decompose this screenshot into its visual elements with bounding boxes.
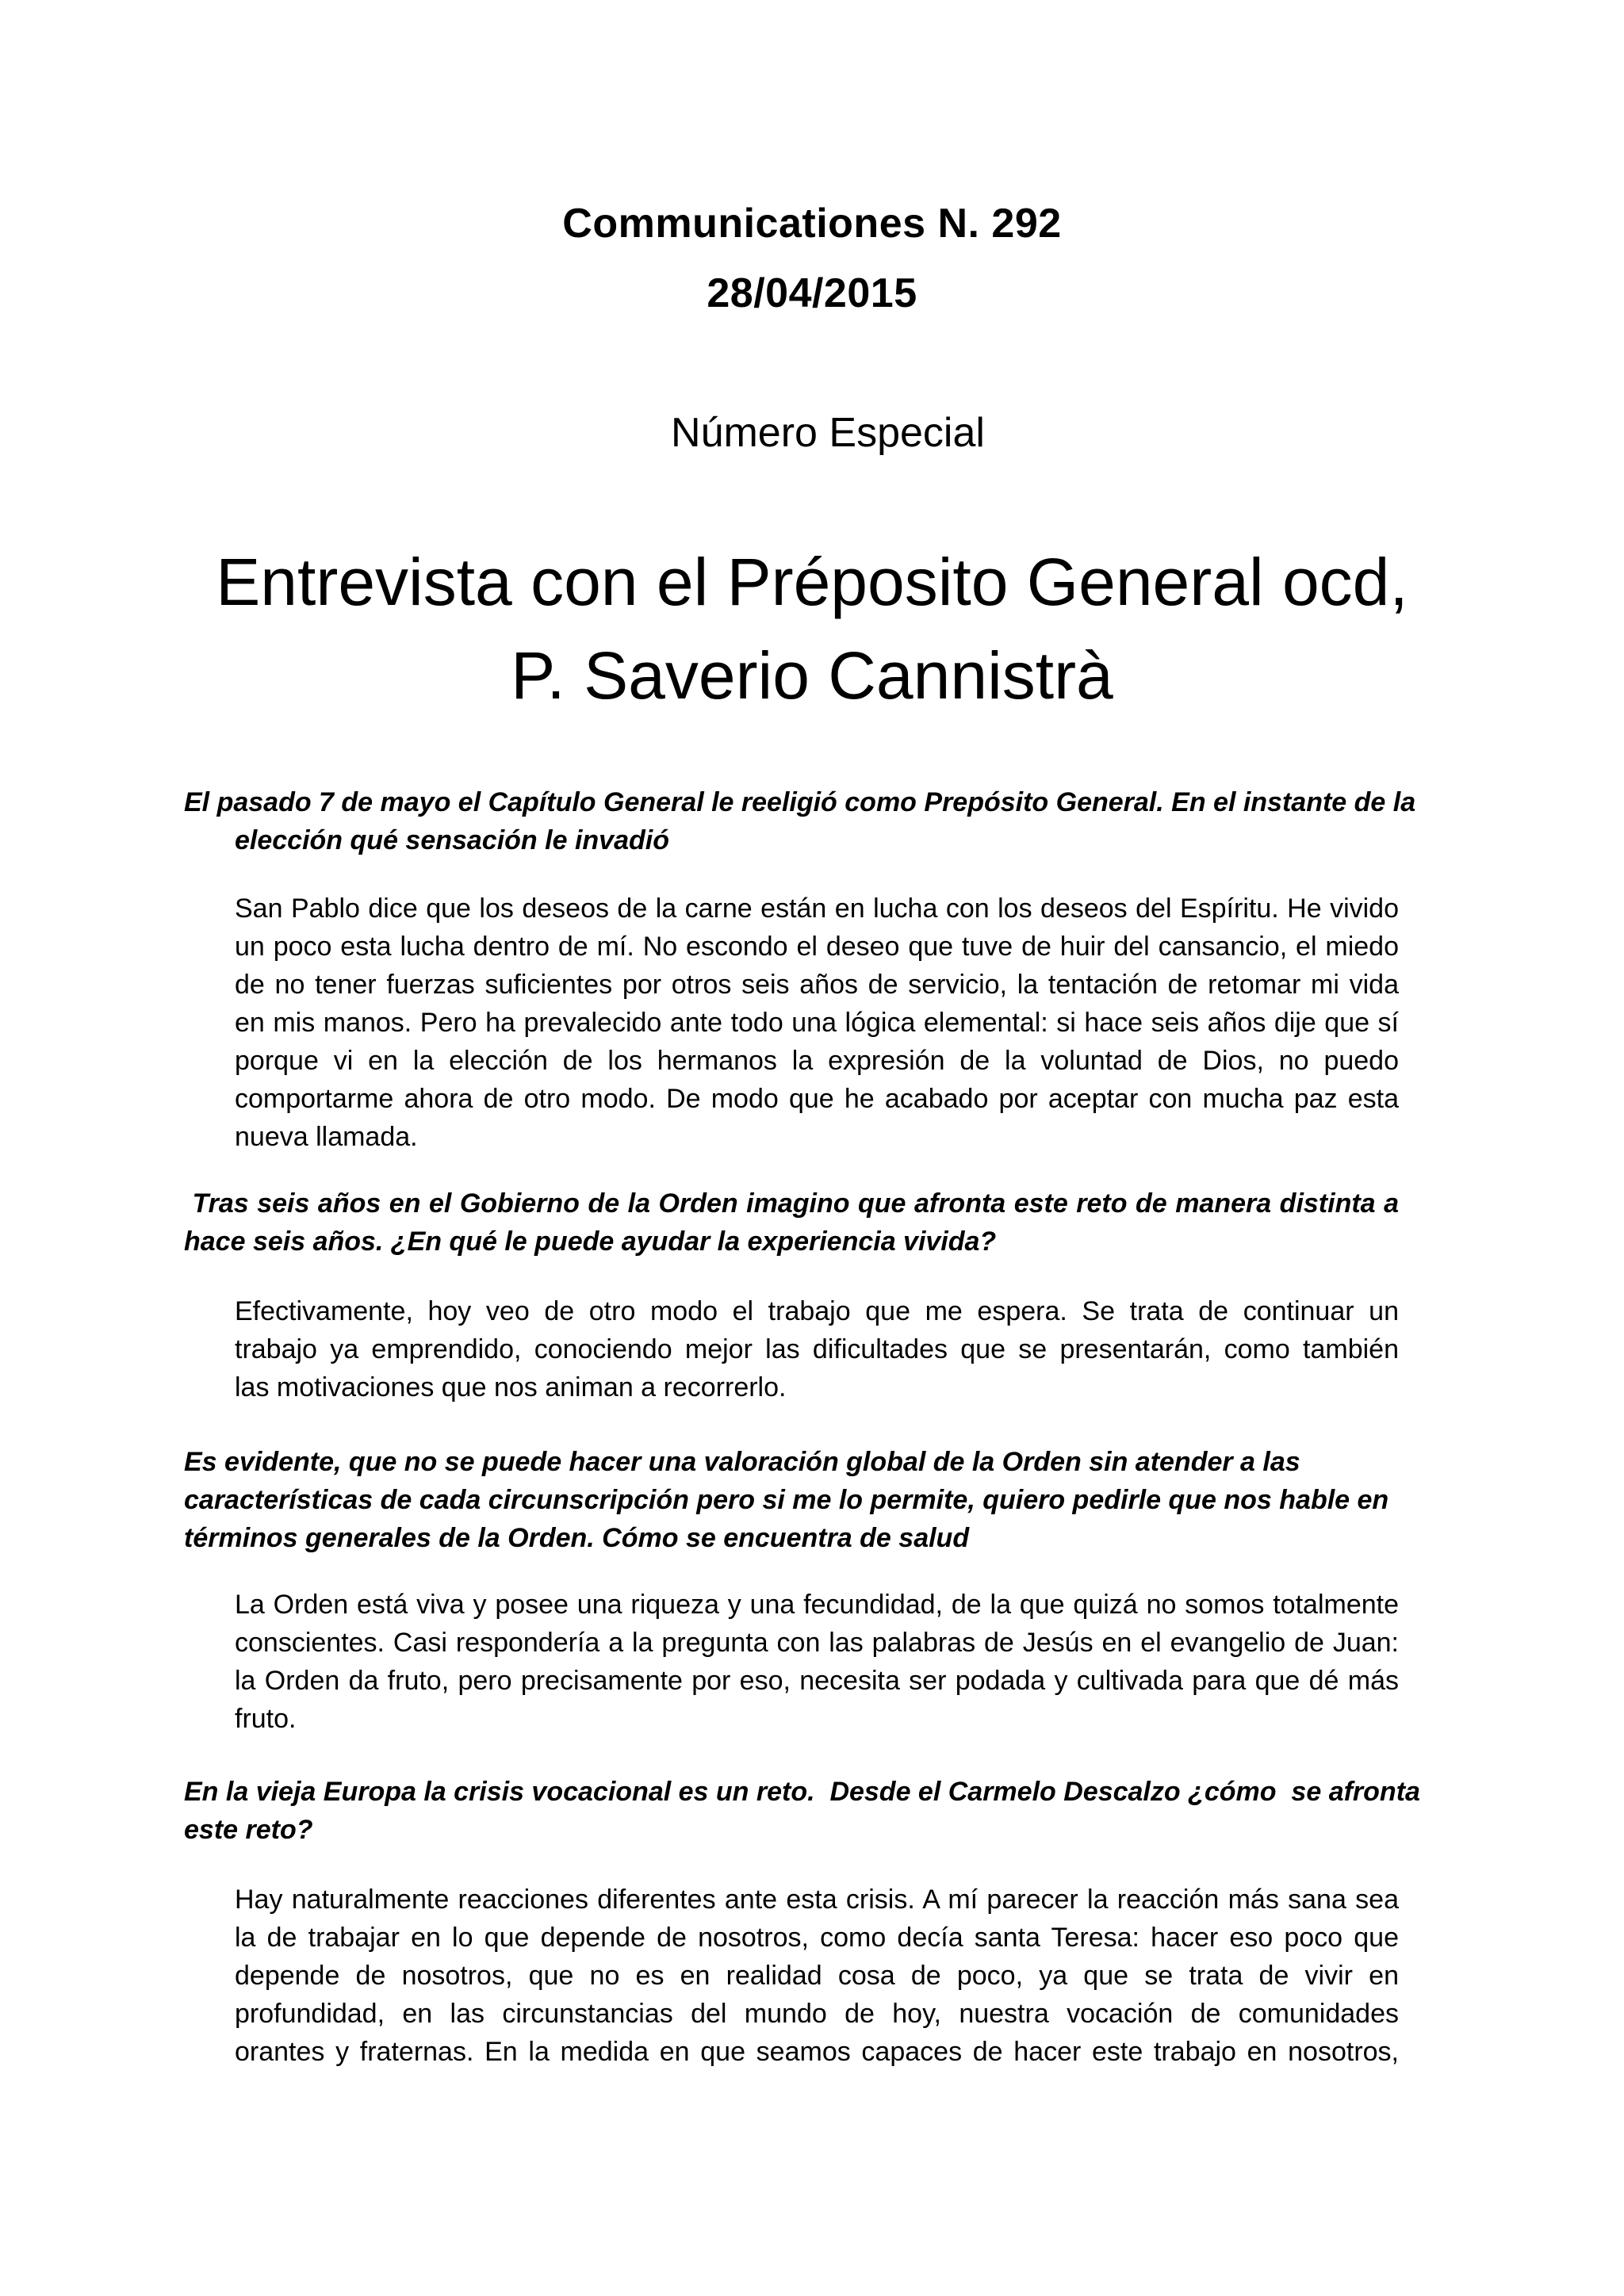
question-line: elección qué sensación le invadió xyxy=(235,825,669,855)
answer-line: en mis manos. Pero ha prevalecido ante todo una lógica elemental: si hace seis años dije que sí xyxy=(235,1008,1399,1038)
question-line: hace seis años. ¿En qué le puede ayudar la experiencia vivida? xyxy=(184,1226,997,1257)
question-line: este reto? xyxy=(184,1815,313,1845)
answer-line: conscientes. Casi respondería a la pregunta con las palabras de Jesús en el evangelio de Juan: xyxy=(235,1628,1399,1658)
answer-line: porque vi en la elección de los hermanos la expresión de la voluntad de Dios, no puedo xyxy=(235,1046,1399,1076)
answer-line: de no tener fuerzas suficientes por otros seis años de servicio, la tentación de retomar mi vida xyxy=(235,970,1399,1000)
question-line: Es evidente, que no se puede hacer una valoración global de la Orden sin atender a las xyxy=(184,1447,1300,1477)
issue-number: Communicationes N. 292 xyxy=(562,201,1062,247)
answer-line: San Pablo dice que los deseos de la carne están en lucha con los deseos del Espíritu. He vivido xyxy=(235,894,1399,924)
question-line: Tras seis años en el Gobierno de la Orden imagino que afronta este reto de manera distinta a xyxy=(184,1188,1399,1219)
answer-line: comportarme ahora de otro modo. De modo que he acabado por aceptar con mucha paz esta xyxy=(235,1084,1399,1114)
answer-1 xyxy=(235,890,1399,1156)
answer-line: La Orden está viva y posee una riqueza y una fecundidad, de la que quizá no somos totalmente xyxy=(235,1590,1399,1620)
answer-line: profundidad, en las circunstancias del mundo de hoy, nuestra vocación de comunidades xyxy=(235,1999,1399,2029)
answer-line: depende de nosotros, que no es en realidad cosa de poco, ya que se trata de vivir en xyxy=(235,1961,1399,1991)
answer-line: la de trabajar en lo que depende de nosotros, como decía santa Teresa: hacer eso poco que xyxy=(235,1923,1399,1953)
question-1 xyxy=(184,783,1416,859)
answer-2 xyxy=(235,1292,1399,1406)
answer-line: trabajo ya emprendido, conociendo mejor las dificultades que se presentarán, como también xyxy=(235,1334,1399,1364)
issue-date: 28/04/2015 xyxy=(707,270,917,316)
question-line: En la vieja Europa la crisis vocacional es un reto. Desde el Carmelo Descalzo ¿cómo se afronta xyxy=(184,1777,1420,1807)
answer-line: un poco esta lucha dentro de mí. No escondo el deseo que tuve de huir del cansancio, el miedo xyxy=(235,932,1399,962)
answer-line: Hay naturalmente reacciones diferentes ante esta crisis. A mí parecer la reacción más sana sea xyxy=(235,1885,1399,1915)
question-2 xyxy=(184,1184,1399,1261)
question-3 xyxy=(184,1443,1399,1557)
answer-line: fruto. xyxy=(235,1704,297,1734)
answer-3 xyxy=(235,1586,1399,1738)
answer-line: las motivaciones que nos animan a recorrerlo. xyxy=(235,1372,787,1402)
answer-line: nueva llamada. xyxy=(235,1122,418,1152)
question-line: términos generales de la Orden. Cómo se encuentra de salud xyxy=(184,1523,970,1553)
interview-title-line-2: P. Saverio Cannistrà xyxy=(511,638,1113,713)
interview-title-line-1: Entrevista con el Préposito General ocd, xyxy=(216,545,1408,619)
question-line: características de cada circunscripción pero si me lo permite, quiero pedirle que nos hable en xyxy=(184,1485,1389,1515)
answer-4 xyxy=(235,1881,1399,2071)
special-issue-label: Número Especial xyxy=(671,410,985,456)
question-4 xyxy=(184,1773,1420,1849)
answer-line: orantes y fraternas. En la medida en que seamos capaces de hacer este trabajo en nosotros, xyxy=(235,2037,1399,2067)
question-line: El pasado 7 de mayo el Capítulo General le reeligió como Prepósito General. En el instante de la xyxy=(184,787,1416,817)
answer-line: la Orden da fruto, pero precisamente por eso, necesita ser podada y cultivada para que dé más xyxy=(235,1666,1399,1696)
answer-line: Efectivamente, hoy veo de otro modo el trabajo que me espera. Se trata de continuar un xyxy=(235,1296,1399,1326)
